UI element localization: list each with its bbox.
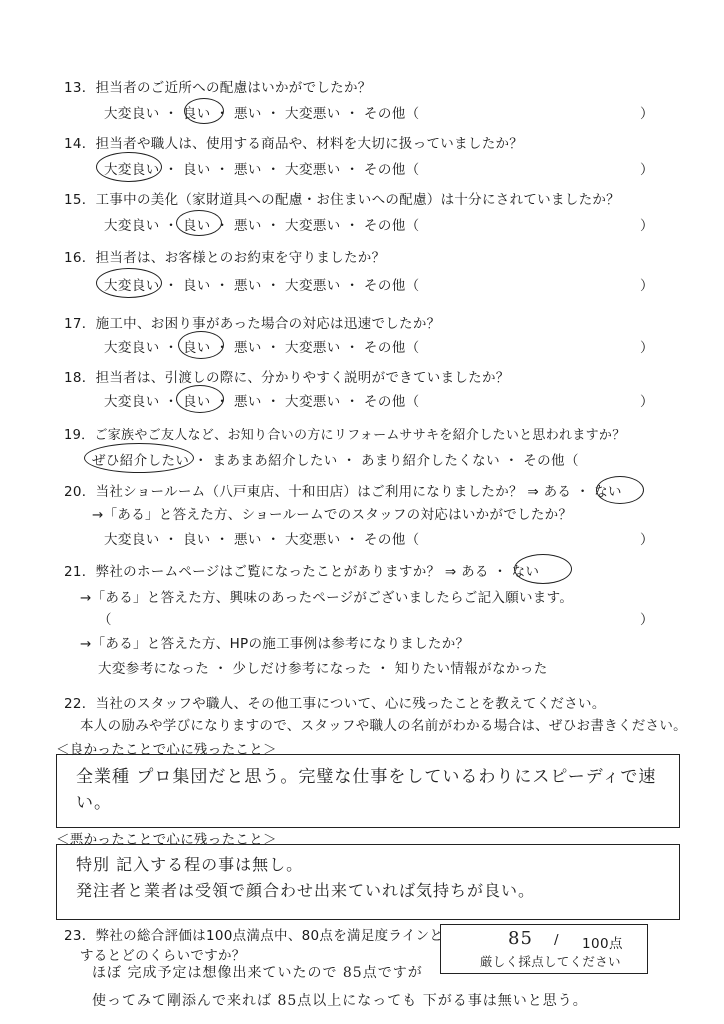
- q22-title: 22．当社のスタッフや職人、その他工事について、心に残ったことを教えてください。: [64, 696, 606, 712]
- q23-slash: /: [554, 932, 559, 948]
- q14-title: 14．担当者や職人は、使用する商品や、材料を大切に扱っていましたか？: [64, 136, 524, 152]
- q20-close: ）: [640, 532, 654, 548]
- q16-close: ）: [640, 278, 654, 294]
- q14-answer-circle: [96, 152, 162, 182]
- q22-good-label: ＜良かったことで心に残ったこと＞: [56, 742, 277, 758]
- q16-title: 16．担当者は、お客様とのお約束を守りましたか？: [64, 250, 386, 266]
- q23-comment-2: 使ってみて剛添んで来れば 85点以上になっても 下がる事は無いと思う。: [92, 993, 588, 1009]
- q22-sub: 本人の励みや学びになりますので、スタッフや職人の名前がわかる場合は、ぜひお書きください。: [80, 718, 687, 734]
- q23-max: 100点: [582, 936, 623, 952]
- q22-bad-label: ＜悪かったことで心に残ったこと＞: [56, 832, 277, 848]
- q21-sub2: →「ある」と答えた方、HPの施工事例は参考になりましたか？: [80, 636, 470, 652]
- q21-open: （: [98, 612, 112, 628]
- q16-answer-circle: [96, 268, 162, 298]
- q22-good-text: 全業種 プロ集団だと思う。完璧な仕事をしているわりにスピーディで速い。: [76, 767, 657, 813]
- q13-title: 13．担当者のご近所への配慮はいかがでしたか？: [64, 80, 372, 96]
- q21-sub1: →「ある」と答えた方、興味のあったページがございましたらご記入願います。: [80, 590, 574, 606]
- q20-answer-circle: [596, 476, 644, 504]
- q16-options: 大変良い ・ 良い ・ 悪い ・ 大変悪い ・ その他（: [104, 278, 420, 294]
- q21-answer-circle: [514, 554, 572, 584]
- q15-options: 大変良い ・ 良い ・ 悪い ・ 大変悪い ・ その他（: [104, 218, 420, 234]
- q21-close: ）: [640, 612, 654, 628]
- q13-close: ）: [640, 106, 654, 122]
- q22-bad-text-2: 発注者と業者は受領で顔合わせ出来ていれば気持ちが良い。: [76, 881, 536, 900]
- q13-answer-circle: [184, 98, 224, 124]
- q21-options: 大変参考になった ・ 少しだけ参考になった ・ 知りたい情報がなかった: [98, 661, 548, 677]
- q19-title: 19．ご家族やご友人など、お知り合いの方にリフォームササキを紹介したいと思われますか？: [64, 428, 626, 443]
- q13-options: 大変良い ・ 良い ・ 悪い ・ 大変悪い ・ その他（: [104, 106, 420, 122]
- q20-options: 大変良い ・ 良い ・ 悪い ・ 大変悪い ・ その他（: [104, 532, 420, 548]
- q14-options: 大変良い ・ 良い ・ 悪い ・ 大変悪い ・ その他（: [104, 162, 420, 178]
- q23-title-1: 23．弊社の総合評価は100点満点中、80点を満足度ラインと: [64, 928, 444, 944]
- q18-answer-circle: [176, 385, 224, 413]
- q15-close: ）: [640, 218, 654, 234]
- q23-comment-1: ほぼ 完成予定は想像出来ていたので 85点ですが: [92, 965, 423, 981]
- q18-close: ）: [640, 394, 654, 410]
- q20-sub: →「ある」と答えた方、ショールームでのスタッフの対応はいかがでしたか？: [92, 507, 573, 523]
- q14-close: ）: [640, 162, 654, 178]
- q21-title: 21．弊社のホームページはご覧になったことがありますか？ ⇒ ある ・ ない: [64, 564, 540, 580]
- q17-answer-circle: [178, 331, 224, 359]
- q23-score: 85: [508, 928, 533, 949]
- q17-options: 大変良い ・ 良い ・ 悪い ・ 大変悪い ・ その他（: [104, 340, 420, 356]
- q15-answer-circle: [176, 210, 222, 236]
- q20-title: 20．当社ショールーム（八戸東店、十和田店）はご利用になりましたか？ ⇒ ある ・ ない: [64, 484, 622, 500]
- q19-answer-circle: [84, 443, 194, 473]
- q17-title: 17．施工中、お困り事があった場合の対応は迅速でしたか？: [64, 316, 441, 332]
- q15-title: 15．工事中の美化（家財道具への配慮・お住まいへの配慮）は十分にされていましたか？: [64, 192, 620, 208]
- q23-note: 厳しく採点してください: [480, 954, 621, 969]
- q17-close: ）: [640, 340, 654, 356]
- q23-title-2: するとどのくらいですか？: [80, 948, 246, 964]
- q19-options: ぜひ紹介したい ・ まあまあ紹介したい ・ あまり紹介したくない ・ その他（: [92, 453, 579, 469]
- q18-options: 大変良い ・ 良い ・ 悪い ・ 大変悪い ・ その他（: [104, 394, 420, 410]
- q22-bad-text-1: 特別 記入する程の事は無し。: [76, 855, 304, 874]
- q18-title: 18．担当者は、引渡しの際に、分かりやすく説明ができていましたか？: [64, 370, 510, 386]
